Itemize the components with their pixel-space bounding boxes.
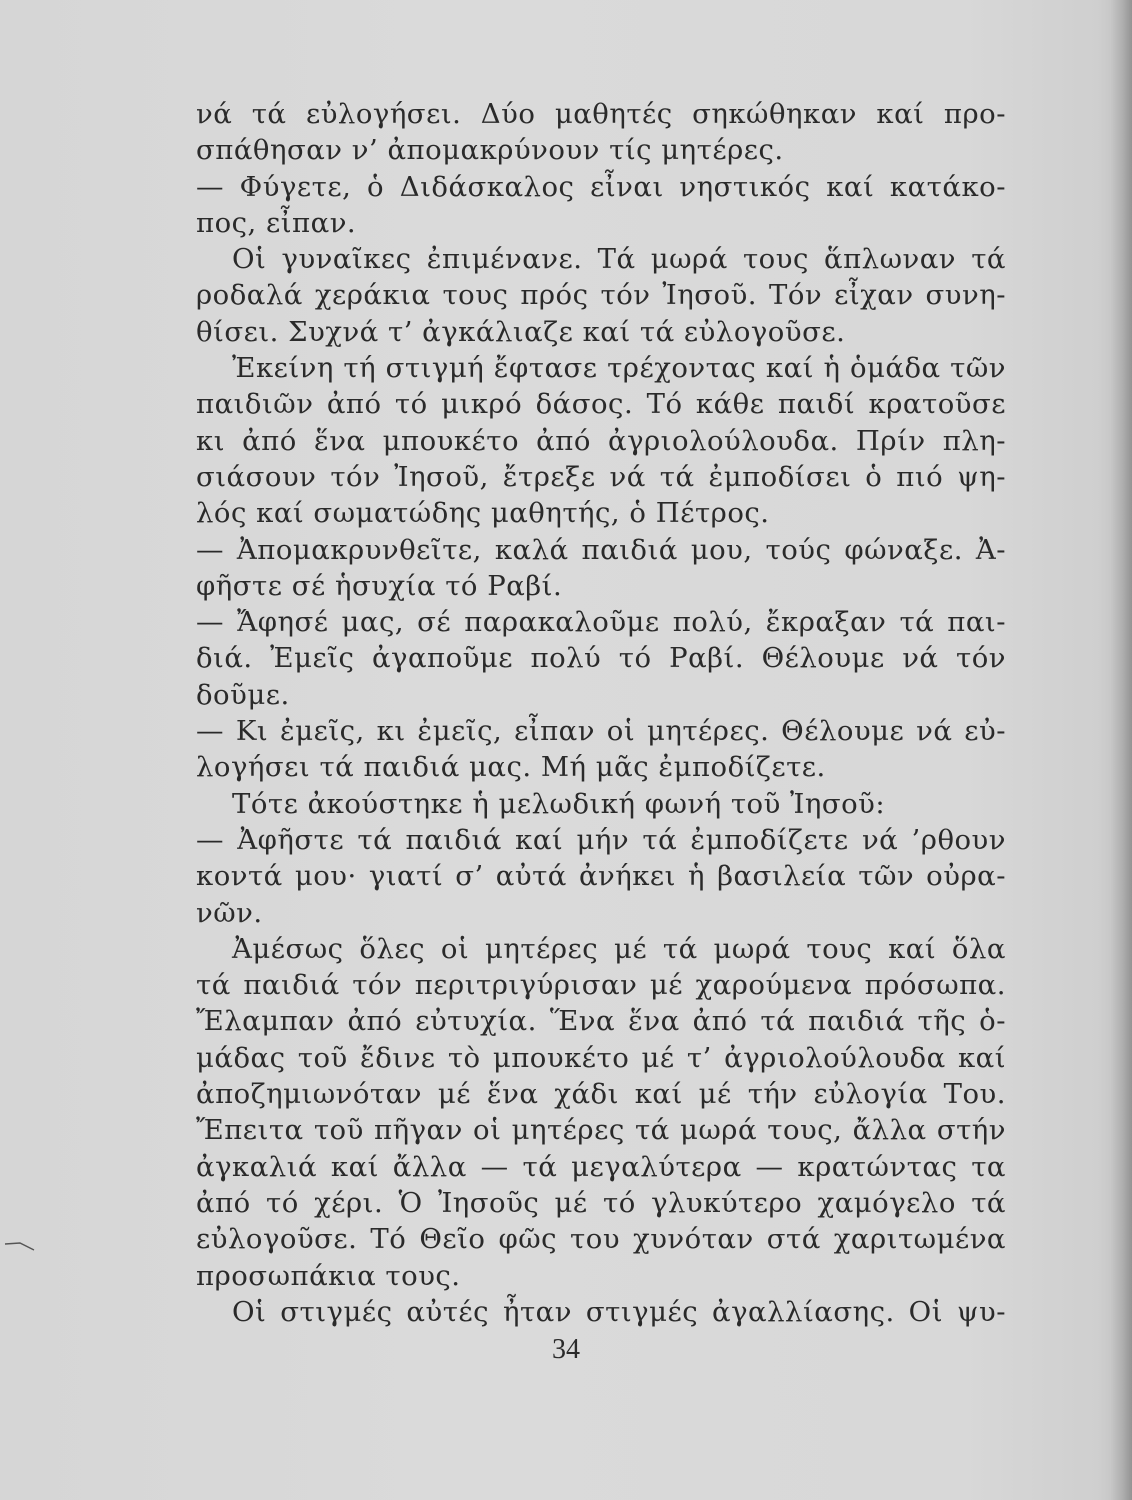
text-line: Ἀμέσως ὅλες οἱ μητέρες μέ τά μωρά τους καί ὅλα: [232, 932, 1006, 965]
text-line: δοῦμε.: [196, 678, 290, 711]
text-line: — Ἀπομακρυνθεῖτε, καλά παιδιά μου, τούς φώναξε. Ἀ-: [196, 533, 1006, 566]
text-line: Οἱ γυναῖκες ἐπιμένανε. Τά μωρά τους ἅπλωναν τά: [232, 243, 1006, 276]
text-line: Τότε ἀκούστηκε ἡ μελωδική φωνή τοῦ Ἰησοῦ:: [232, 787, 886, 820]
text-line: φῆστε σέ ἡσυχία τό Ραβί.: [196, 569, 563, 602]
text-line: πος, εἶπαν.: [196, 206, 357, 239]
text-line: κι ἀπό ἕνα μπουκέτο ἀπό ἀγριολούλουδα. Πρίν πλη-: [196, 424, 1006, 457]
text-line: ἀποζημιωνόταν μέ ἕνα χάδι καί μέ τήν εὐλογία Του.: [196, 1078, 1006, 1111]
text-line: διά. Ἐμεῖς ἀγαποῦμε πολύ τό Ραβί. Θέλουμε νά τόν: [196, 642, 1006, 675]
page-number: 34: [552, 1334, 580, 1365]
text-line: ροδαλά χεράκια τους πρός τόν Ἰησοῦ. Τόν εἶχαν συνη-: [196, 279, 1006, 312]
text-line: σπάθησαν ν’ ἀπομακρύνουν τίς μητέρες.: [196, 134, 784, 167]
text-line: Ἔπειτα τοῦ πῆγαν οἱ μητέρες τά μωρά τους, ἄλλα στήν: [196, 1114, 1006, 1147]
text-line: θίσει. Συχνά τ’ ἀγκάλιαζε καί τά εὐλογοῦσε.: [196, 315, 846, 348]
text-line: εὐλογοῦσε. Τό Θεῖο φῶς του χυνόταν στά χαριτωμένα: [196, 1223, 1006, 1256]
text-line: μάδας τοῦ ἔδινε τὸ μπουκέτο μέ τ’ ἀγριολούλουδα καί: [196, 1041, 1006, 1074]
text-line: λός καί σωματώδης μαθητής, ὁ Πέτρος.: [196, 497, 770, 530]
text-line: κοντά μου· γιατί σ’ αὐτά ἀνήκει ἡ βασιλεία τῶν οὐρα-: [196, 860, 1006, 893]
text-line: ἀπό τό χέρι. Ὁ Ἰησοῦς μέ τό γλυκύτερο χαμόγελο τά: [196, 1186, 1006, 1219]
text-line: Ἔλαμπαν ἀπό εὐτυχία. Ἕνα ἕνα ἀπό τά παιδιά τῆς ὁ-: [196, 1005, 1006, 1038]
text-line: — Κι ἐμεῖς, κι ἐμεῖς, εἶπαν οἱ μητέρες. Θέλουμε νά εὐ-: [196, 715, 1006, 748]
text-line: Ἐκείνη τή στιγμή ἔφτασε τρέχοντας καί ἡ ὁμάδα τῶν: [232, 352, 1006, 385]
text-line: τά παιδιά τόν περιτριγύρισαν μέ χαρούμενα πρόσωπα.: [196, 969, 1006, 1002]
page-gutter-shadow: [1110, 0, 1132, 1500]
text-line: λογήσει τά παιδιά μας. Μή μᾶς ἐμποδίζετε.: [196, 751, 826, 784]
text-line: — Ἄφησέ μας, σέ παρακαλοῦμε πολύ, ἔκραξαν τά παι-: [196, 606, 1006, 639]
text-line: Οἱ στιγμές αὐτές ἦταν στιγμές ἀγαλλίασης. Οἱ ψυ-: [232, 1295, 1006, 1328]
text-line: — Φύγετε, ὁ Διδάσκαλος εἶναι νηστικός καί κατάκο-: [196, 170, 1006, 203]
text-line: νῶν.: [196, 896, 263, 929]
text-line: — Ἀφῆστε τά παιδιά καί μήν τά ἐμποδίζετε νά ’ρθουν: [196, 823, 1006, 856]
text-line: προσωπάκια τους.: [196, 1259, 461, 1292]
text-line: ἀγκαλιά καί ἄλλα — τά μεγαλύτερα — κρατώντας τα: [196, 1150, 1006, 1183]
stray-pen-mark: [4, 1238, 36, 1252]
body-text: [196, 96, 1006, 1330]
text-line: σιάσουν τόν Ἰησοῦ, ἔτρεξε νά τά ἐμποδίσει ὁ πιό ψη-: [196, 460, 1006, 493]
text-line: νά τά εὐλογήσει. Δύο μαθητές σηκώθηκαν καί προ-: [196, 98, 1006, 130]
text-line: παιδιῶν ἀπό τό μικρό δάσος. Τό κάθε παιδί κρατοῦσε: [196, 388, 1006, 421]
